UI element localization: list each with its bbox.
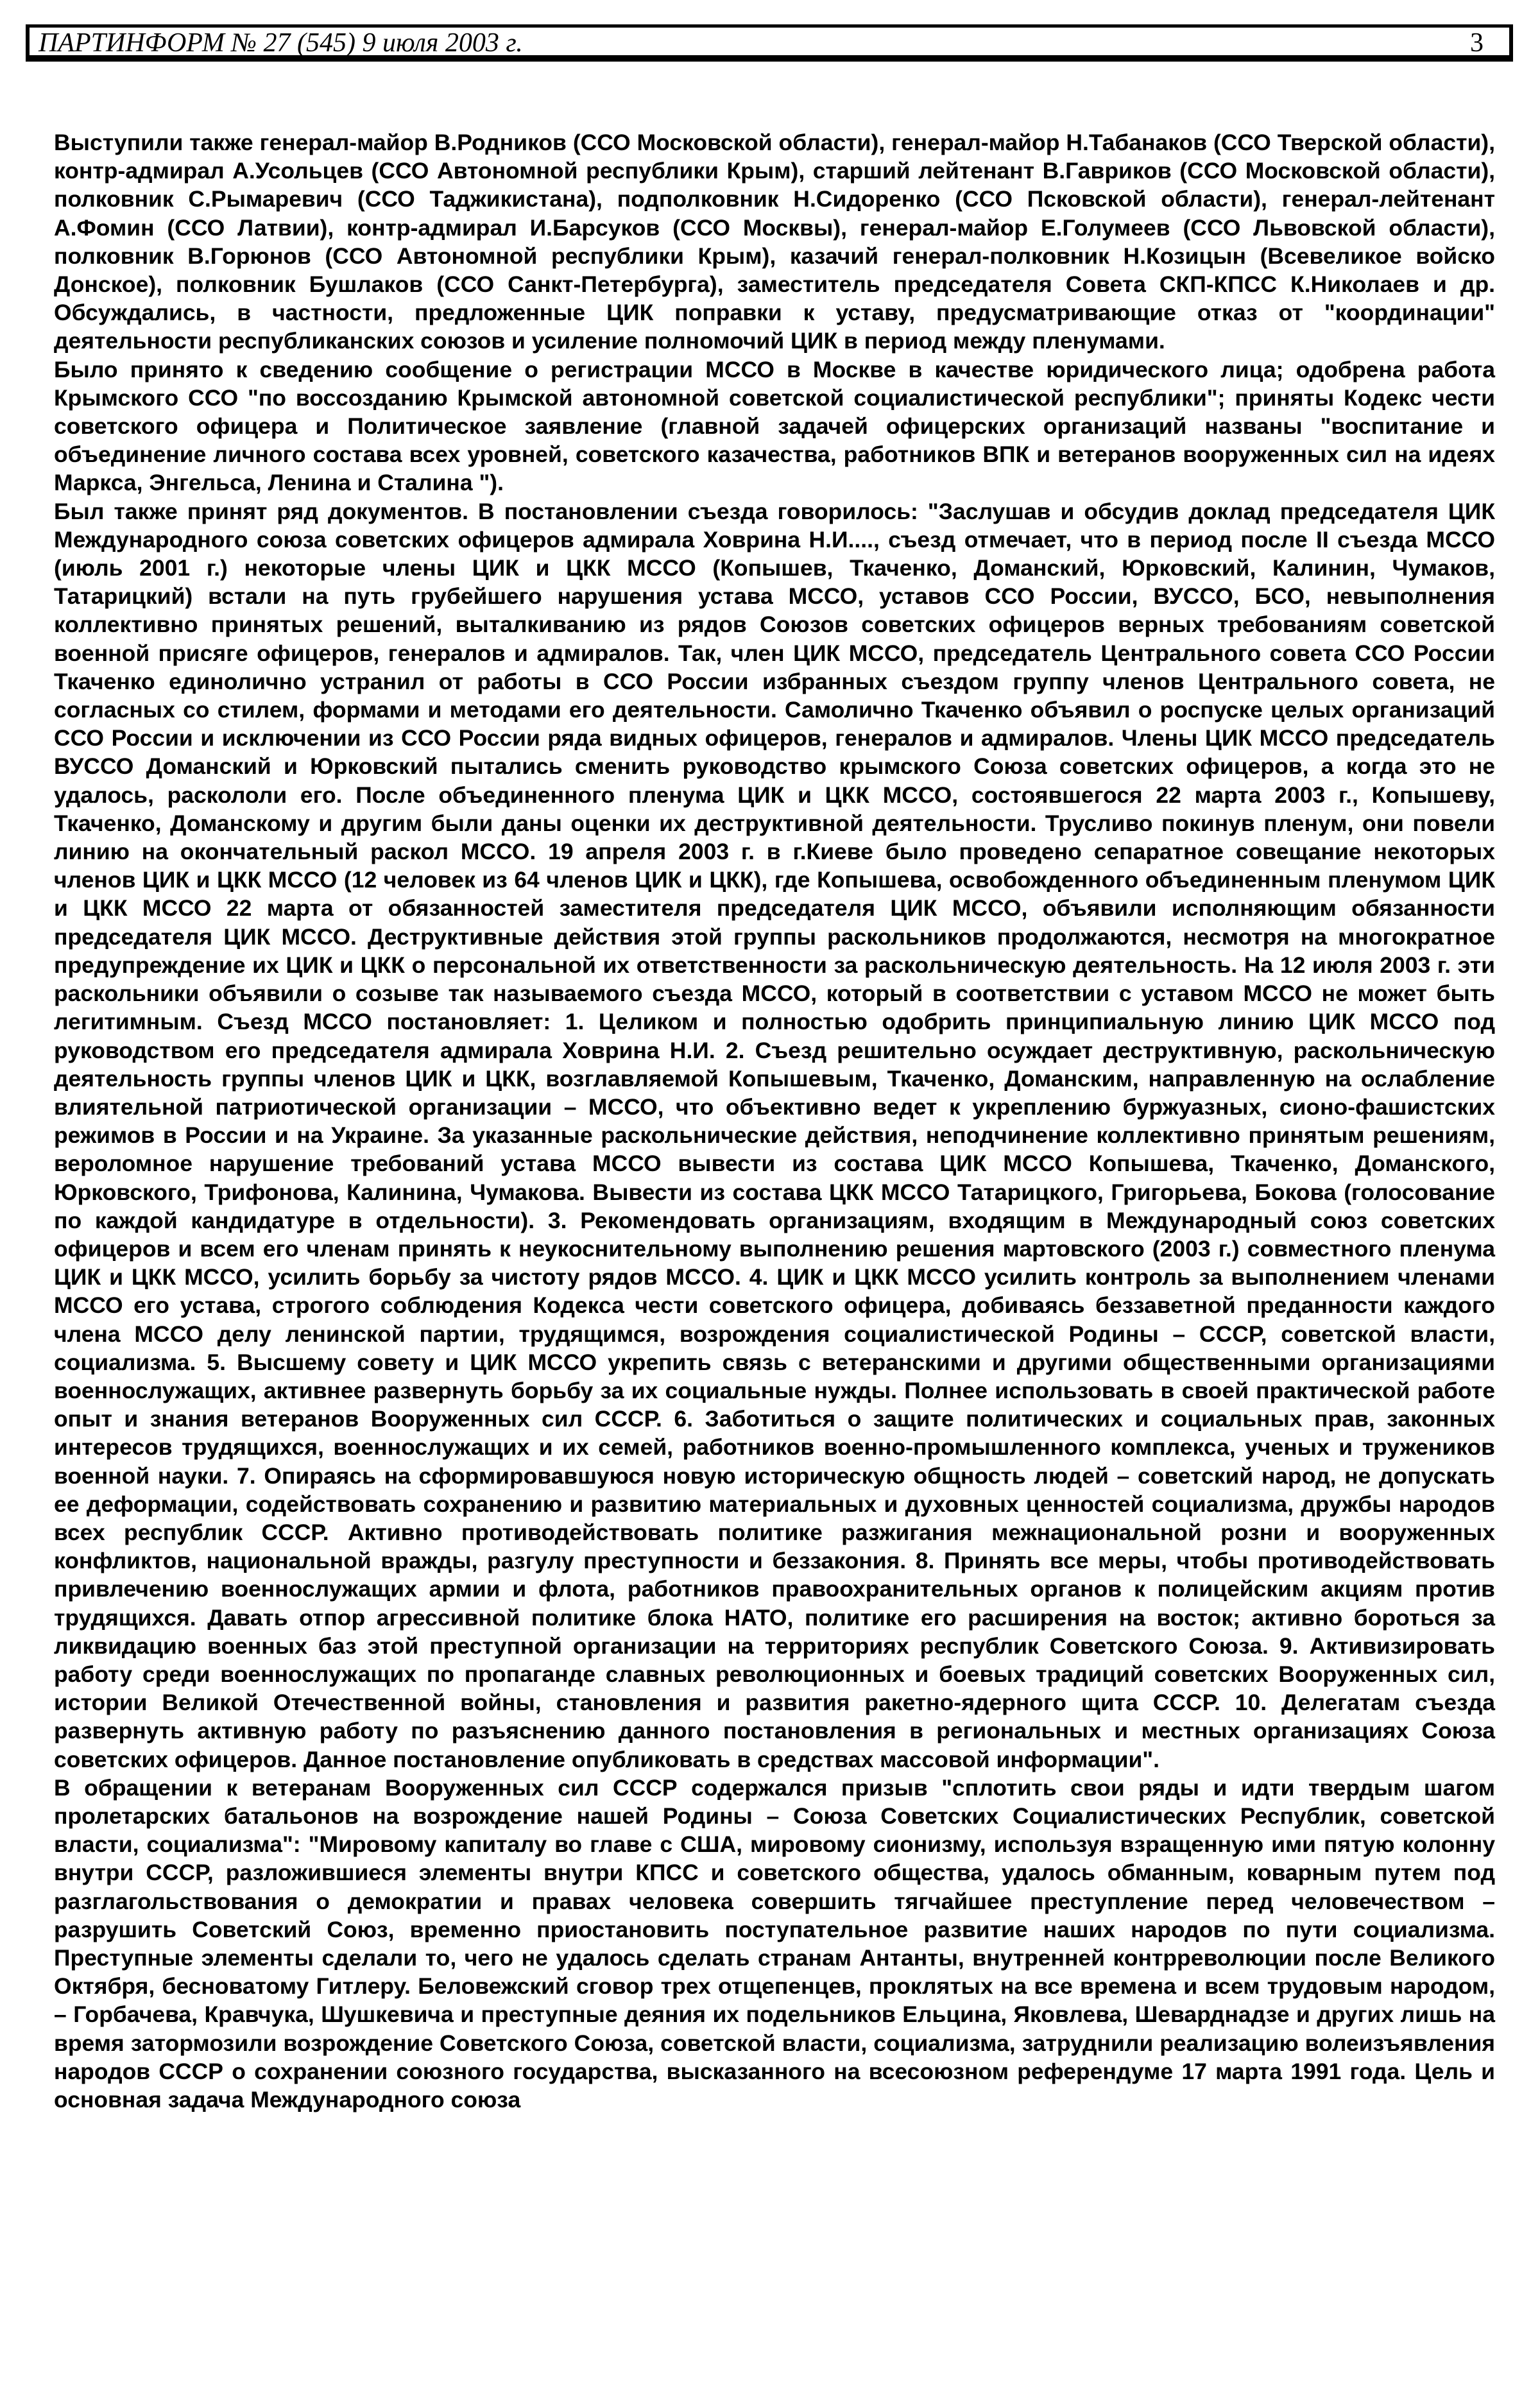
paragraph: В обращении к ветеранам Вооруженных сил СССР содержался призыв "сплотить свои ряды и идти твердым шагом пролетарских батальонов на возрождение нашей Родины – Союза Советских Социалистических Республик, советской власти, социализма": "Мировому капиталу во главе с США, мировому сионизму, используя взращенную ими пятую колонну внутри СССР, разложившиеся элементы внутри КПСС и советского общества, удалось обманным, коварным путем под разглагольствования о демократии и правах человека совершить тягчайшее преступление перед человечеством – разрушить Советский Союз, временно приостановить поступательное развитие наших народов по пути социализма. Преступные элементы сделали то, чего не удалось сделать странам Антанты, внутренней контрреволюции после Великого Октября, бесноватому Гитлеру. Беловежский сговор трех отщепенцев, проклятых на все времена и всем трудовым народом, – Горбачева, Кравчука, Шушкевича и преступные деяния их подельников Ельцина, Яковлева, Шеварднадзе и других лишь на время затормозили возрождение Советского Союза, советской власти, социализма, затруднили реализацию волеизъявления народов СССР о сохранении союзного государства, высказанного на всесоюзном референдуме 17 марта 1991 года. Цель и основная задача Международного союза (54, 1774, 1495, 2113)
header-title: ПАРТИНФОРМ № 27 (545) 9 июля 2003 г. (38, 28, 523, 58)
paragraph: Было принято к сведению сообщение о регистрации МССО в Москве в качестве юридического лица; одобрена работа Крымского ССО "по воссозданию Крымской автономной советской социалистической республики"; приняты Кодекс чести советского офицера и Политическое заявление (главной задачей офицерских организаций названы "воспитание и объединение личного состава всех уровней, советского казачества, работников ВПК и ветеранов вооруженных сил на идеях Маркса, Энгельса, Ленина и Сталина "). (54, 356, 1495, 496)
article-body (54, 128, 1495, 2114)
page-header (26, 24, 1513, 62)
paragraph: Выступили также генерал-майор В.Родников (ССО Московской области), генерал-майор Н.Табанаков (ССО Тверской области), контр-адмирал А.Усольцев (ССО Автономной республики Крым), старший лейтенант В.Гавриков (ССО Московской области), полковник С.Рымаревич (ССО Таджикистана), подполковник Н.Сидоренко (ССО Псковской области), генерал-лейтенант А.Фомин (ССО Латвии), контр-адмирал И.Барсуков (ССО Москвы), генерал-майор Е.Голумеев (ССО Львовской области), полковник В.Горюнов (ССО Автономной республики Крым), казачий генерал-полковник Н.Козицын (Всевеликое войско Донское), полковник Бушлаков (ССО Санкт-Петербурга), заместитель председателя Совета СКП-КПСС К.Николаев и др. Обсуждались, в частности, предложенные ЦИК поправки к уставу, предусматривающие отказ от "координации" деятельности республиканских союзов и усиление полномочий ЦИК в период между пленумами. (54, 130, 1495, 354)
page-number: 3 (1470, 28, 1484, 58)
paragraph: Был также принят ряд документов. В постановлении съезда говорилось: "Заслушав и обсудив доклад председателя ЦИК Международного союза советских офицеров адмирала Ховрина Н.И...., съезд отмечает, что в период после II съезда МССО (июль 2001 г.) некоторые члены ЦИК и ЦКК МССО (Копышев, Ткаченко, Доманский, Юрковский, Калинин, Чумаков, Татарицкий) встали на путь грубейшего нарушения устава МССО, уставов ССО России, ВУССО, БСО, невыполнения коллективно принятых решений, выталкиванию из рядов Союзов советских офицеров верных требованиям советской военной присяге офицеров, генералов и адмиралов. Так, член ЦИК МССО, председатель Центрального совета ССО России Ткаченко единолично устранил от работы в ССО России избранных съездом группу членов Центрального совета, не согласных со стилем, формами и методами его деятельности. Самолично Ткаченко объявил о роспуске целых организаций ССО России и исключении из ССО России ряда видных офицеров, генералов и адмиралов. Члены ЦИК МССО председатель ВУССО Доманский и Юрковский пытались сменить руководство крымского Союза советских офицеров, а когда это не удалось, раскололи его. После объединенного пленума ЦИК и ЦКК МССО, состоявшегося 22 марта 2003 г., Копышеву, Ткаченко, Доманскому и другим были даны оценки их деструктивной деятельности. Трусливо покинув пленум, они повели линию на окончательный раскол МССО. 19 апреля 2003 г. в г.Киеве было проведено сепаратное совещание некоторых членов ЦИК и ЦКК МССО (12 человек из 64 членов ЦИК и ЦКК), где Копышева, освобожденного объединенным пленумом ЦИК и ЦКК МССО 22 марта от обязанностей заместителя председателя ЦИК МССО, объявили исполняющим обязанности председателя ЦИК МССО. Деструктивные действия этой группы раскольников продолжаются, несмотря на многократное предупреждение их ЦИК и ЦКК о персональной их ответственности за раскольническую деятельность. На 12 июля 2003 г. эти раскольники объявили о созыве так называемого съезда МССО, который в соответствии с уставом МССО не может быть легитимным. Съезд МССО постановляет: 1. Целиком и полностью одобрить принципиальную линию ЦИК МССО под руководством его председателя адмирала Ховрина Н.И. 2. Съезд решительно осуждает деструктивную, раскольническую деятельность группы членов ЦИК и ЦКК, возглавляемой Копышевым, Ткаченко, Доманским, направленную на ослабление влиятельной патриотической организации – МССО, что объективно ведет к укреплению буржуазных, сионо-фашистских режимов в России и на Украине. За указанные раскольнические действия, неподчинение коллективно принятым решениям, вероломное нарушение требований устава МССО вывести из состава ЦИК МССО Копышева, Ткаченко, Доманского, Юрковского, Трифонова, Калинина, Чумакова. Вывести из состава ЦКК МССО Татарицкого, Григорьева, Бокова (голосование по каждой кандидатуре в отдельности). 3. Рекомендовать организациям, входящим в Международный союз советских офицеров и всем его членам принять к неукоснительному выполнению решения мартовского (2003 г.) совместного пленума ЦИК и ЦКК МССО, усилить борьбу за чистоту рядов МССО. 4. ЦИК и ЦКК МССО усилить контроль за выполнением членами МССО его устава, строгого соблюдения Кодекса чести советского офицера, добиваясь беззаветной преданности каждого члена МССО делу ленинской партии, трудящимся, возрождения социалистической Родины – СССР, советской власти, социализма. 5. Высшему совету и ЦИК МССО укрепить связь с ветеранскими и другими общественными организациями военнослужащих, активнее развернуть борьбу за их социальные нужды. Полнее использовать в своей практической работе опыт и знания ветеранов Вооруженных сил СССР. 6. Заботиться о защите политических и социальных прав, законных интересов трудящихся, военнослужащих и их семей, работников военно-промышленного комплекса, ученых и тружеников военной науки. 7. Опираясь на сформировавшуюся новую историческую общность людей – советский народ, не допускать ее деформации, содействовать сохранению и развитию материальных и духовных ценностей социализма, дружбы народов всех республик СССР. Активно противодействовать политике разжигания межнациональной розни и вооруженных конфликтов, национальной вражды, разгулу преступности и беззакония. 8. Принять все меры, чтобы противодействовать привлечению военнослужащих армии и флота, работников правоохранительных органов к полицейским акциям против трудящихся. Давать отпор агрессивной политике блока НАТО, политике его расширения на восток; активно бороться за ликвидацию военных баз этой преступной организации на территориях республик Советского Союза. 9. Активизировать работу среди военнослужащих по пропаганде славных революционных и боевых традиций советских Вооруженных сил, истории Великой Отечественной войны, становления и развития ракетно-ядерного щита СССР. 10. Делегатам съезда развернуть активную работу по разъяснению данного постановления в региональных и местных организациях Союза советских офицеров. Данное постановление опубликовать в средствах массовой информации". (54, 498, 1495, 1772)
